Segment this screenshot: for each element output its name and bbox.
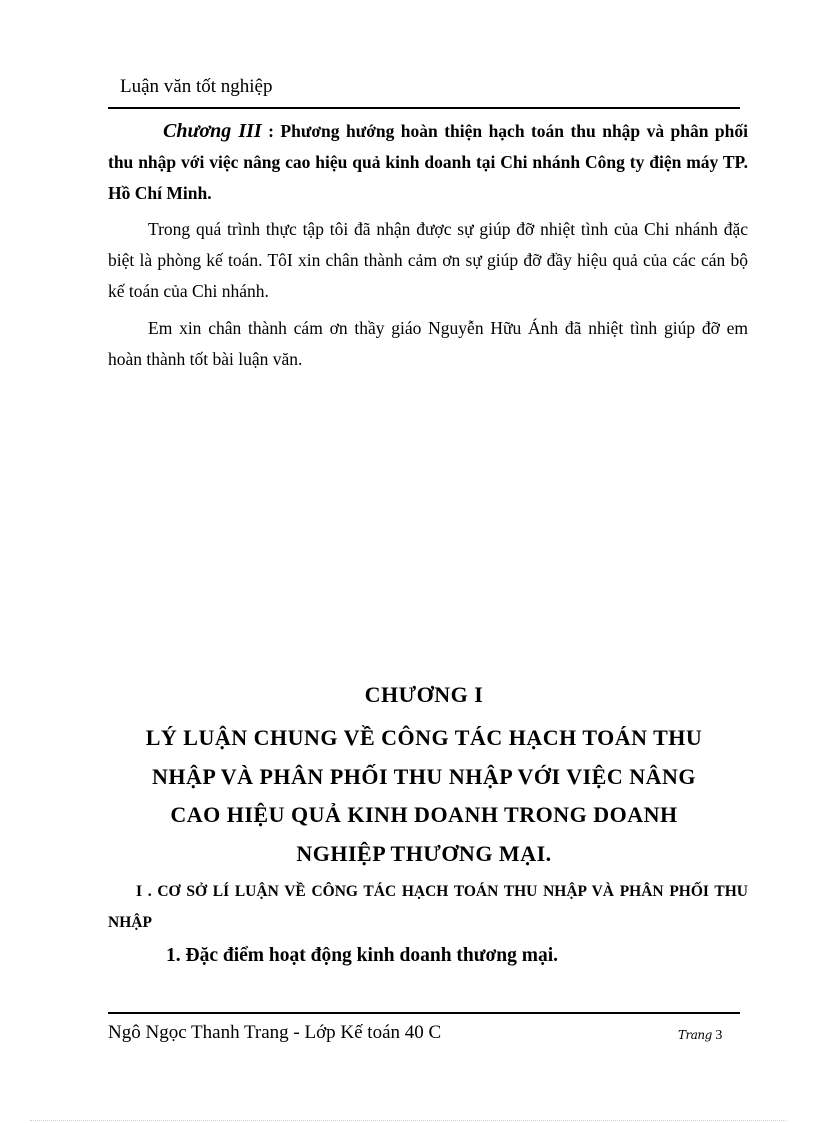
acknowledgement-paragraph-1: Trong quá trình thực tập tôi đã nhận được sự giúp đỡ nhiệt tình của Chi nhánh đặc biệt là phòng kế toán. TôI xin chân thành cảm ơn sự giúp đỡ đầy hiệu quả của các cán bộ kế toán của Chi nhánh. <box>108 219 748 301</box>
chapter-number: CHƯƠNG I <box>364 682 484 707</box>
footer-rule <box>108 1012 740 1014</box>
chapter3-summary <box>108 116 748 209</box>
acknowledgement-paragraph-2: Em xin chân thành cám ơn thầy giáo Nguyễn Hữu Ánh đã nhiệt tình giúp đỡ em hoàn thành tốt bài luận văn. <box>108 318 748 369</box>
footer-author: Ngô Ngọc Thanh Trang - Lớp Kế toán 40 C <box>108 1022 442 1043</box>
chapter3-text: Phương hướng hoàn thiện hạch toán thu nhập và phân phối thu nhập với việc nâng cao hiệu quả kinh doanh tại Chi nhánh Công ty điện máy TP. Hồ Chí Minh. <box>108 121 748 203</box>
page-label: Trang <box>678 1028 712 1042</box>
header-rule <box>108 107 740 109</box>
chapter-title-line: LÝ LUẬN CHUNG VỀ CÔNG TÁC HẠCH TOÁN THU <box>145 725 703 750</box>
running-header-title: Luận văn tốt nghiệp <box>120 76 273 97</box>
chapter-title-line: NHẬP VÀ PHÂN PHỐI THU NHẬP VỚI VIỆC NÂNG <box>152 763 696 789</box>
section-heading: I . CƠ SỞ LÍ LUẬN VỀ CÔNG TÁC HẠCH TOÁN THU NHẬP VÀ PHÂN PHỐI THU NHẬP <box>108 883 748 931</box>
chapter-title <box>108 719 740 873</box>
chapter-title-line: CAO HIỆU QUẢ KINH DOANH TRONG DOANH <box>170 802 678 827</box>
page-bottom-dotted-edge <box>30 1120 786 1121</box>
chapter3-lead: Chương III <box>163 120 262 142</box>
footer-page <box>678 1028 722 1044</box>
chapter-title-line: NGHIỆP THƯƠNG MẠI. <box>296 840 552 866</box>
chapter3-separator: : <box>261 121 281 141</box>
subsection-heading: 1. Đặc điểm hoạt động kinh doanh thương mại. <box>166 945 559 966</box>
page-number: 3 <box>715 1028 723 1043</box>
